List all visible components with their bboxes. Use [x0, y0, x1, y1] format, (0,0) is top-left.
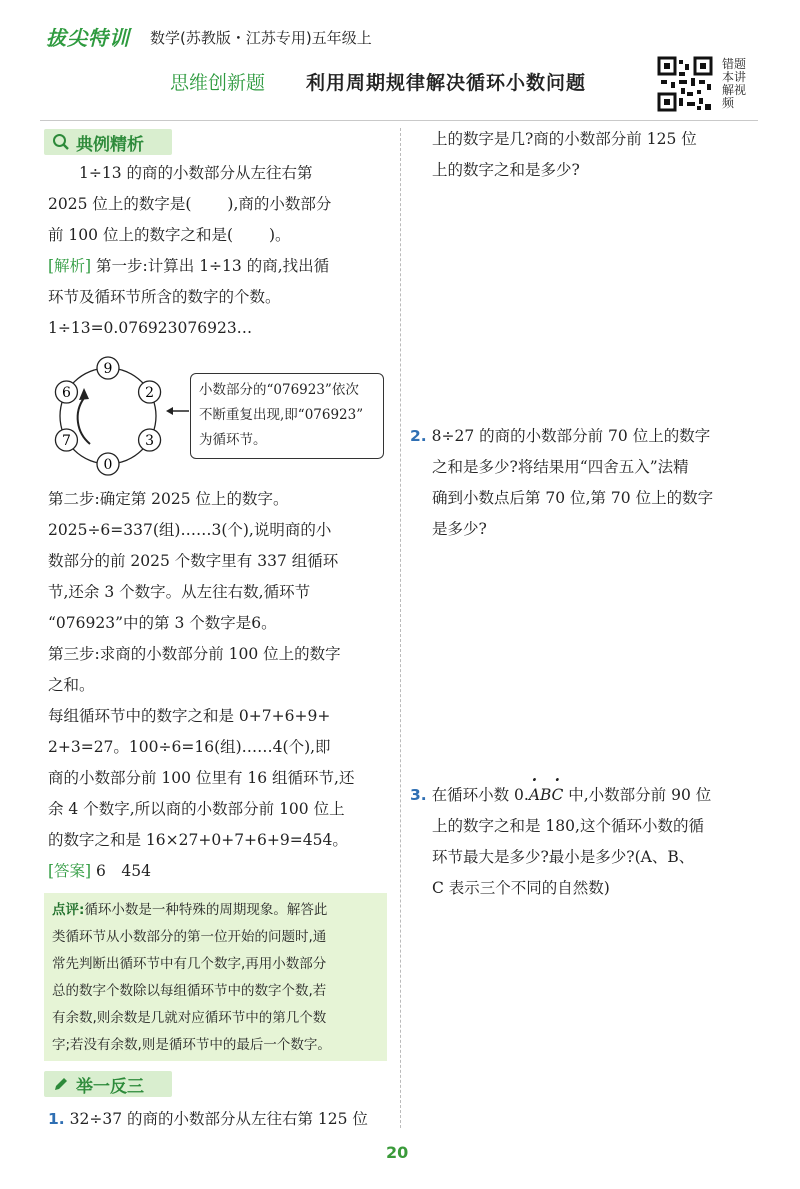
example-section-title: 典例精析 [76, 134, 144, 155]
column-divider [400, 128, 401, 1128]
question-2-number: 2. [410, 427, 427, 445]
left-arrow-icon [166, 405, 190, 417]
cycle-digit: 2 [145, 385, 155, 401]
topic-tag: 思维创新题 [170, 72, 266, 94]
question-1-number: 1. [48, 1110, 65, 1128]
answer-value: 6 454 [96, 862, 151, 880]
answer-tag: [答案] [48, 862, 92, 880]
practice-section-title: 举一反三 [76, 1076, 144, 1097]
pencil-icon [52, 1075, 70, 1093]
question-3-number: 3. [410, 786, 427, 804]
question-1-start: 1. 32÷37 的商的小数部分从左往右第 125 位 [48, 1110, 368, 1128]
cycle-digit: 0 [103, 457, 113, 473]
cycle-digit: 7 [61, 433, 71, 449]
header-divider [40, 120, 758, 121]
cycle-digit: 9 [103, 361, 113, 377]
example-steps: 第二步:确定第 2025 位上的数字。 2025÷6=337(组)……3(个),说明商的小 数部分的前 2025 个数字里有 337 组循环 节,还余 3 个数字。从左往右数,循环节 “076923”中的第 3 个数字是6。 第三步:求商的小数部分前 100 位上的数字 之和。 每组循环节中的数字之和是 0+7+6+9+ 2+3=27。100÷6=16(组)……4(个),即 商的小数部分前 100 位里有 16 组循环节,还 余 4 个数字,所以商的小数部分前 100 位上 的数字之和是 16×27+0+7+6+9=454。 [答案] 6 454 [48, 490, 355, 880]
magnifier-icon [52, 133, 70, 151]
cycle-digit: 3 [145, 433, 155, 449]
topic-title: 利用周期规律解决循环小数问题 [306, 72, 587, 94]
repeating-dot-a: · A [529, 780, 540, 811]
question-3: 3. 在循环小数 0.· AB· C 中,小数部分前 90 位 上的数字之和是 180,这个循环小数的循 环节最大是多少?最小是多少?(A、B、 C 表示三个不同的自然数) [410, 780, 770, 904]
practice-section-header [44, 1071, 172, 1097]
comment-box: 点评:循环小数是一种特殊的周期现象。解答此 类循环节从小数部分的第一位开始的问题时,通 常先判断出循环节中有几个数字,再用小数部分 总的数字个数除以每组循环节中的数字个数,若 有余数,则余数是几就对应循环节中的第几个数 字;若没有余数,则是循环节中的最后一个数字。 [44, 893, 387, 1061]
question-2: 2. 8÷27 的商的小数部分前 70 位上的数字 之和是多少?将结果用“四舍五入”法精 确到小数点后第 70 位,第 70 位上的数字 是多少? [410, 427, 714, 538]
repeating-dot-c: · C [551, 780, 563, 811]
example-problem: 1÷13 的商的小数部分从左往右第 2025 位上的数字是( ),商的小数部分 前 100 位上的数字之和是( )。 [解析] 第一步:计算出 1÷13 的商,找出循 环节及循环节所含的数字的个数。 1÷13=0.076923076923… [48, 158, 393, 344]
division-equation: 1÷13=0.076923076923… [48, 319, 253, 337]
question-1-continued: 上的数字是几?商的小数部分前 125 位 上的数字之和是多少? [432, 130, 697, 179]
brand-logo: 拔尖特训 [46, 26, 130, 50]
qr-label: 错题本讲解视频 [722, 57, 747, 110]
cycle-callout: 小数部分的“076923”依次 不断重复出现,即“076923” 为循环节。 [190, 373, 384, 459]
analysis-tag: [解析] [48, 257, 92, 275]
cycle-diagram [46, 348, 184, 476]
book-title: 数学(苏教版・江苏专用)五年级上 [150, 29, 372, 47]
qr-code-icon[interactable] [657, 56, 713, 112]
cycle-digit: 6 [61, 385, 71, 401]
example-section-header [44, 129, 172, 155]
page-number: 20 [386, 1143, 409, 1162]
